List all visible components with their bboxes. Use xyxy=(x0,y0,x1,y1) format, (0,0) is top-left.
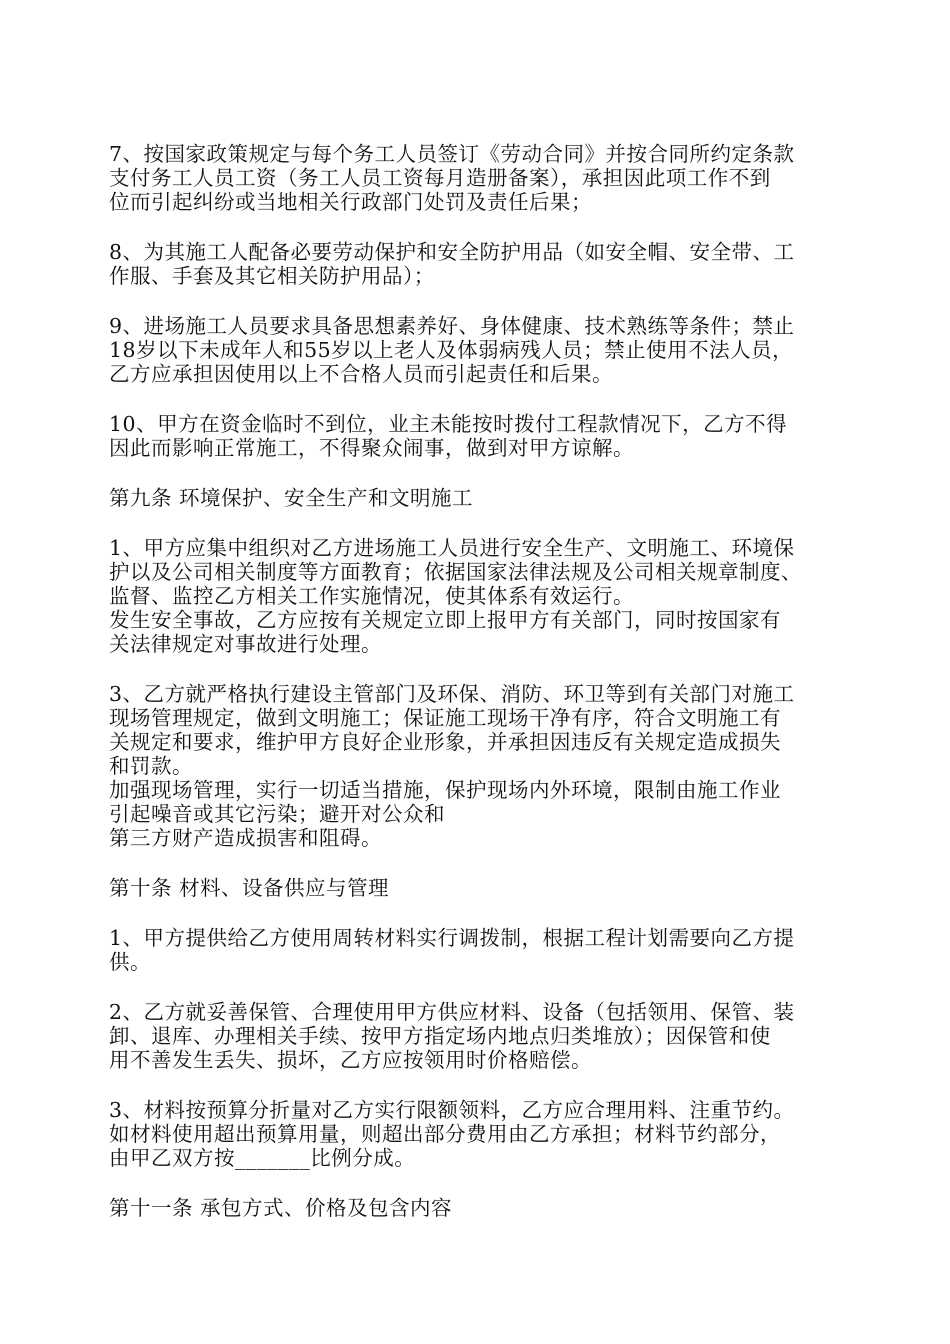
text-line: 18岁以下未成年人和55岁以上老人及体弱病残人员；禁止使用不法人员， xyxy=(109,338,794,362)
text-line: 关规定和要求，维护甲方良好企业形象，并承担因违反有关规定造成损失 xyxy=(109,730,781,754)
paragraph xyxy=(109,240,844,288)
paragraph xyxy=(109,926,844,974)
section-heading xyxy=(109,486,844,510)
text-line: 9、进场施工人员要求具备思想素养好、身体健康、技术熟练等条件；禁止 xyxy=(109,314,795,338)
text-line: 10、甲方在资金临时不到位，业主未能按时拨付工程款情况下，乙方不得 xyxy=(109,412,788,436)
text-line: 位而引起纠纷或当地相关行政部门处罚及责任后果； xyxy=(109,190,592,214)
paragraph xyxy=(109,412,844,460)
text-line: 用不善发生丢失、损坏，乙方应按领用时价格赔偿。 xyxy=(109,1048,592,1072)
text-line: 卸、退库、办理相关手续、按甲方指定场内地点归类堆放）；因保管和使 xyxy=(109,1024,771,1048)
text-line: 8、为其施工人配备必要劳动保护和安全防护用品（如安全帽、安全带、工 xyxy=(109,240,795,264)
text-line: 加强现场管理，实行一切适当措施，保护现场内外环境，限制由施工作业 xyxy=(109,778,781,802)
text-line: 引起噪音或其它污染；避开对公众和 xyxy=(109,802,445,826)
section-heading xyxy=(109,876,844,900)
text-line: 乙方应承担因使用以上不合格人员而引起责任和后果。 xyxy=(109,362,613,386)
text-line: 现场管理规定，做到文明施工；保证施工现场干净有序，符合文明施工有 xyxy=(109,706,781,730)
text-line: 关法律规定对事故进行处理。 xyxy=(109,632,382,656)
paragraph xyxy=(109,536,844,656)
text-line: 护以及公司相关制度等方面教育；依据国家法律法规及公司相关规章制度、 xyxy=(109,560,802,584)
text-line: 如材料使用超出预算用量，则超出部分费用由乙方承担；材料节约部分， xyxy=(109,1122,781,1146)
text-line: 供。 xyxy=(109,950,151,974)
text-line: 3、乙方就严格执行建设主管部门及环保、消防、环卫等到有关部门对施工 xyxy=(109,682,795,706)
text-line: 1、甲方提供给乙方使用周转材料实行调拨制，根据工程计划需要向乙方提 xyxy=(109,926,795,950)
text-line: 发生安全事故，乙方应按有关规定立即上报甲方有关部门，同时按国家有 xyxy=(109,608,781,632)
paragraph xyxy=(109,142,844,214)
text-line: 因此而影响正常施工，不得聚众闹事，做到对甲方谅解。 xyxy=(109,436,634,460)
text-line: 第三方财产造成损害和阻碍。 xyxy=(109,826,382,850)
paragraph xyxy=(109,682,844,850)
text-line: 由甲乙双方按_______比例分成。 xyxy=(109,1146,416,1170)
text-line: 作服、手套及其它相关防护用品）； xyxy=(109,264,435,288)
text-line: 7、按国家政策规定与每个务工人员签订《劳动合同》并按合同所约定条款 xyxy=(109,142,795,166)
text-line: 3、材料按预算分折量对乙方实行限额领料，乙方应合理用料、注重节约。 xyxy=(109,1098,795,1122)
text-line: 第十一条 承包方式、价格及包含内容 xyxy=(109,1196,453,1220)
text-line: 第十条 材料、设备供应与管理 xyxy=(109,876,390,900)
document-body xyxy=(109,142,844,1246)
text-line: 2、乙方就妥善保管、合理使用甲方供应材料、设备（包括领用、保管、装 xyxy=(109,1000,795,1024)
text-line: 1、甲方应集中组织对乙方进场施工人员进行安全生产、文明施工、环境保 xyxy=(109,536,795,560)
text-line: 和罚款。 xyxy=(109,754,193,778)
text-line: 支付务工人员工资（务工人员工资每月造册备案），承担因此项工作不到 xyxy=(109,166,771,190)
text-line: 监督、监控乙方相关工作实施情况，使其体系有效运行。 xyxy=(109,584,634,608)
paragraph xyxy=(109,314,844,386)
paragraph xyxy=(109,1000,844,1072)
text-line: 第九条 环境保护、安全生产和文明施工 xyxy=(109,486,474,510)
paragraph xyxy=(109,1098,844,1170)
section-heading xyxy=(109,1196,844,1220)
